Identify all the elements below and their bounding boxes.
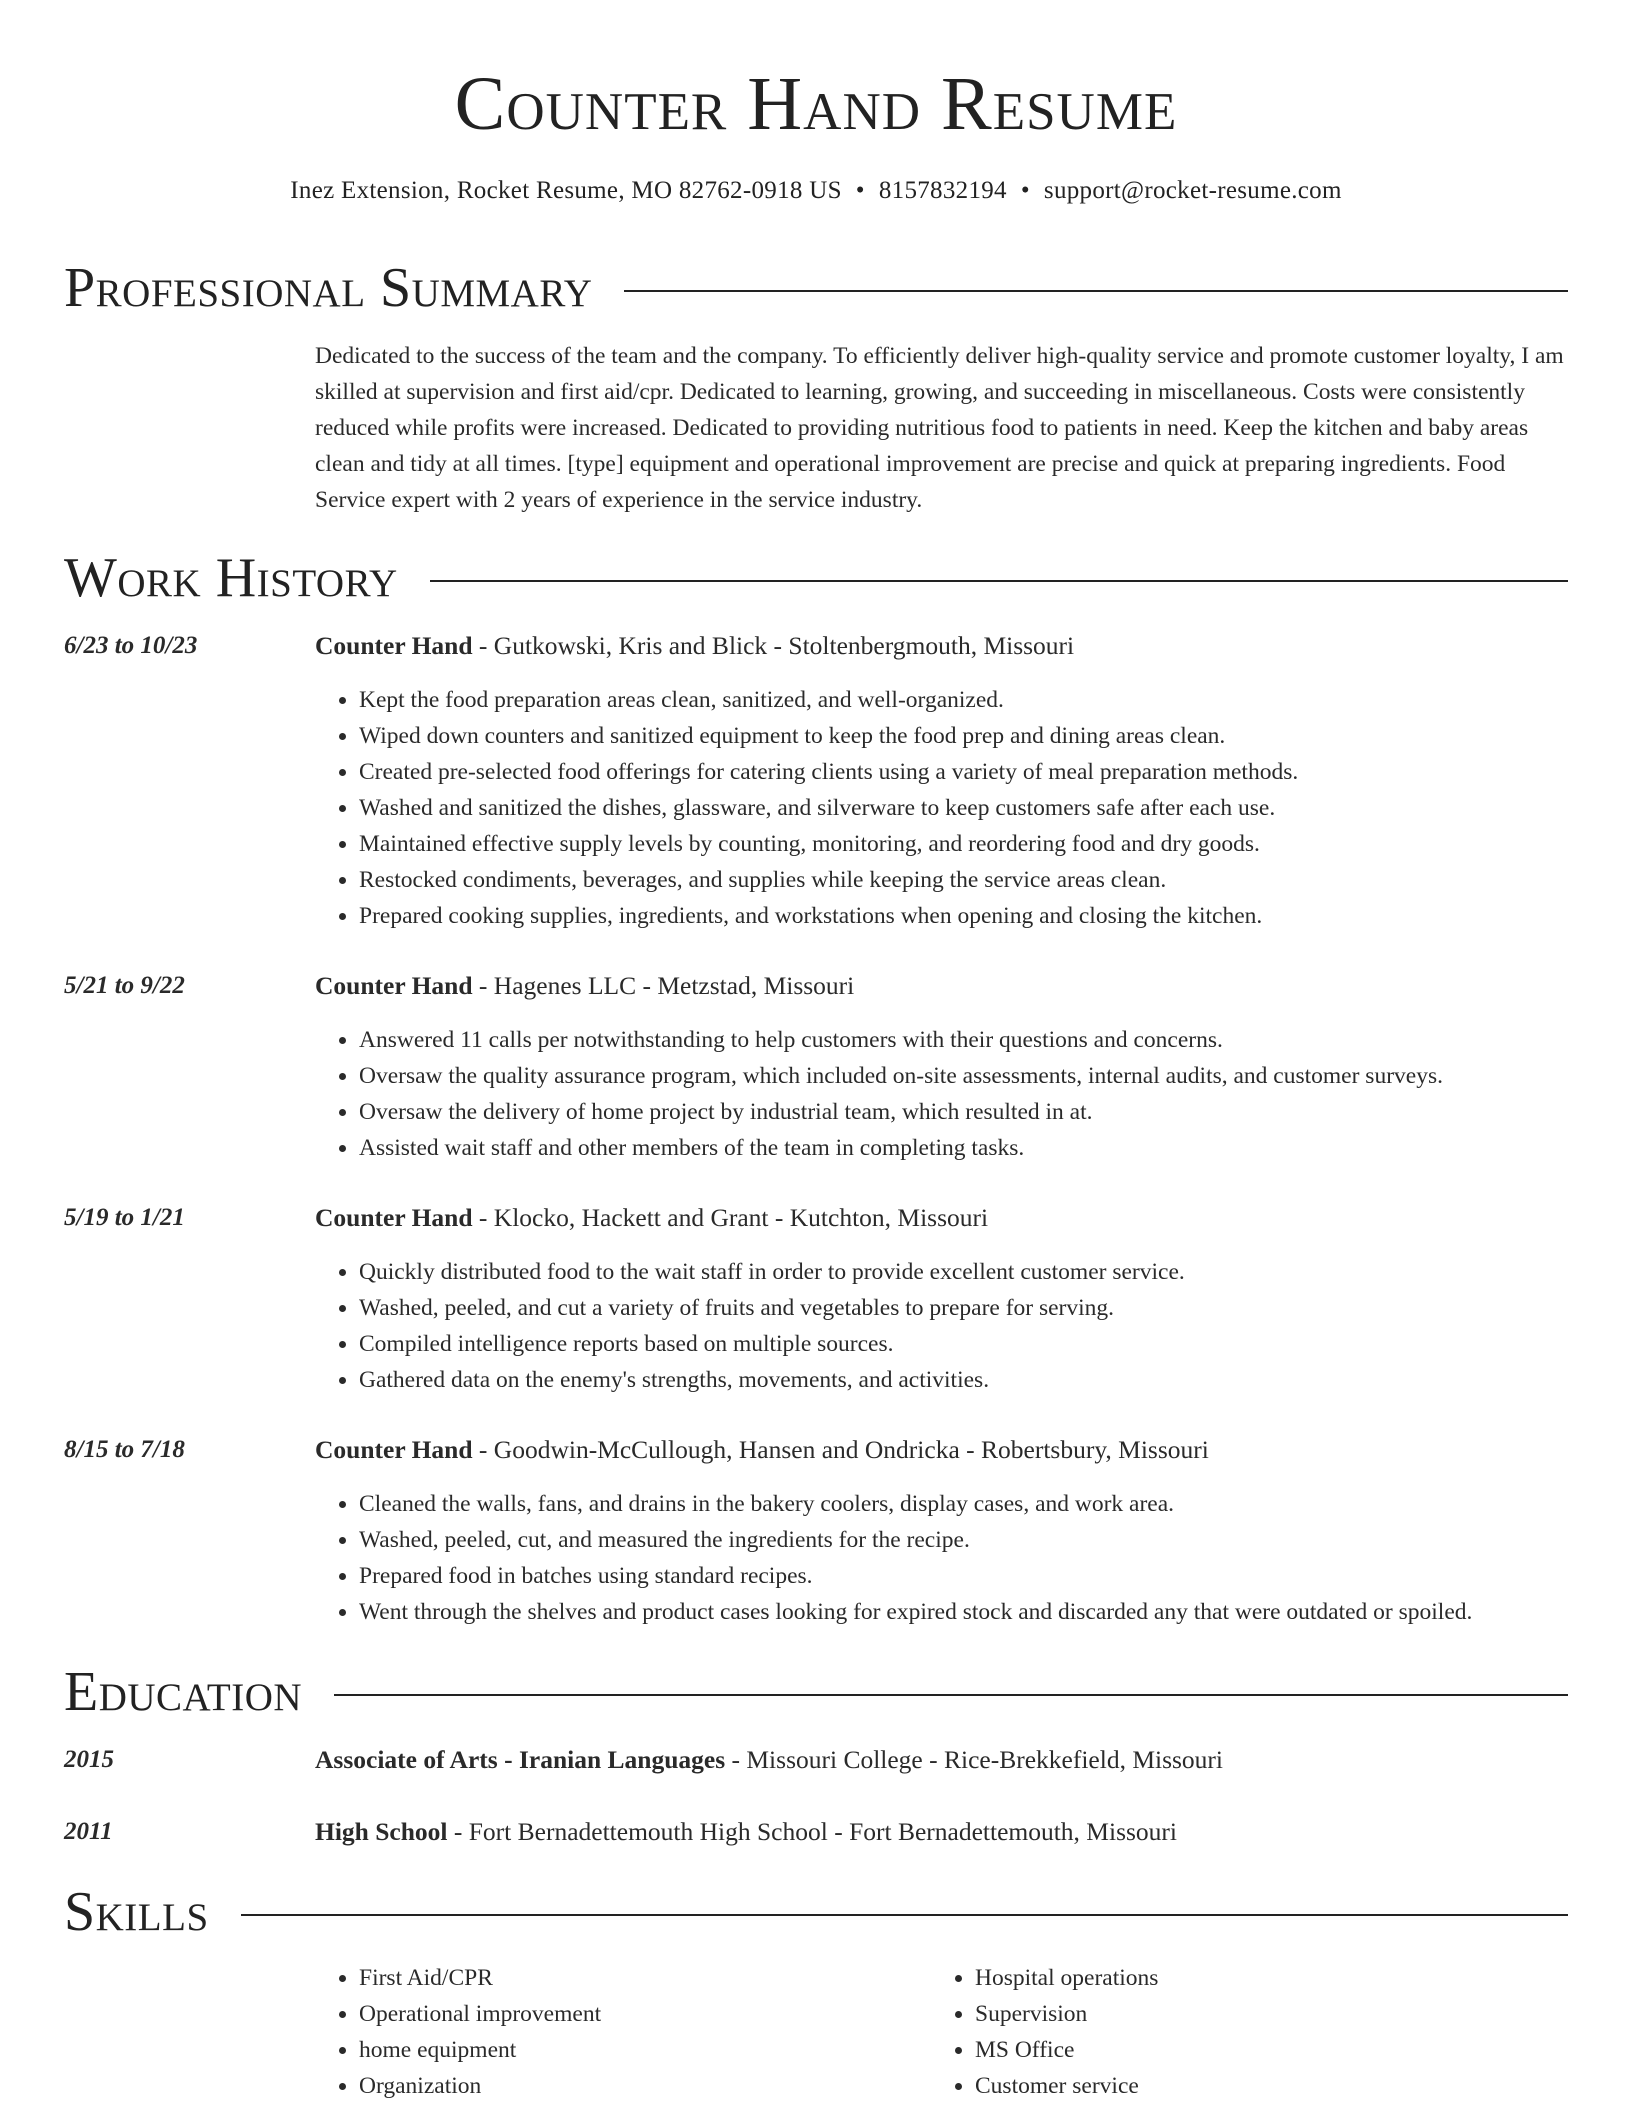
summary-section-heading	[64, 256, 1568, 320]
job-bullets	[315, 1486, 1614, 1630]
skill-item: • Customer service	[975, 2068, 1158, 2104]
job-bullet: • Washed, peeled, cut, and measured the ingredients for the recipe.	[359, 1522, 1614, 1558]
contact-line	[0, 174, 1632, 208]
education-degree: Associate of Arts - Iranian Languages	[315, 1745, 726, 1774]
job-bullet: • Restocked condiments, beverages, and supplies while keeping the service areas clean.	[359, 862, 1614, 898]
section-divider	[624, 290, 1568, 292]
skills-column-left	[315, 1960, 601, 2104]
job-heading	[315, 1432, 1570, 1468]
job-heading	[315, 968, 1570, 1004]
job-bullets	[315, 1022, 1614, 1166]
section-divider	[241, 1914, 1568, 1916]
resume-title: Counter Hand Resume	[454, 62, 1178, 146]
job-date: 8/15 to 7/18	[64, 1436, 185, 1463]
job-date: 6/23 to 10/23	[64, 632, 198, 659]
job-bullet: • Answered 11 calls per notwithstanding to help customers with their questions and concerns.	[359, 1022, 1614, 1058]
job-heading	[315, 628, 1570, 664]
job-bullet: • Washed, peeled, and cut a variety of fruits and vegetables to prepare for serving.	[359, 1290, 1614, 1326]
contact-separator: •	[855, 177, 865, 204]
education-degree: High School	[315, 1817, 448, 1846]
skills-section-heading	[64, 1880, 1568, 1944]
job-bullet: • Prepared cooking supplies, ingredients, and workstations when opening and closing the kitchen.	[359, 898, 1614, 934]
job-company-location: - Goodwin-McCullough, Hansen and Ondricka - Robertsbury, Missouri	[472, 1435, 1209, 1464]
job-bullet: • Went through the shelves and product cases looking for expired stock and discarded any that were outdated or spoiled.	[359, 1594, 1614, 1630]
skill-item: • home equipment	[359, 2032, 601, 2068]
contact-phone: 8157832194	[878, 177, 1007, 204]
contact-separator: •	[1020, 177, 1030, 204]
job-title: Counter Hand	[315, 1203, 473, 1232]
contact-address: Inez Extension, Rocket Resume, MO 82762-0918 US	[290, 177, 842, 204]
education-heading	[315, 1814, 1570, 1850]
section-divider	[334, 1694, 1568, 1696]
job-bullet: • Maintained effective supply levels by counting, monitoring, and reordering food and dry goods.	[359, 826, 1614, 862]
skills-section-title: Skills	[64, 1881, 209, 1943]
skill-item: • Supervision	[975, 1996, 1158, 2032]
work-section-heading	[64, 546, 1568, 610]
job-company-location: - Klocko, Hackett and Grant - Kutchton, Missouri	[472, 1203, 989, 1232]
job-bullet: • Quickly distributed food to the wait staff in order to provide excellent customer service.	[359, 1254, 1614, 1290]
skills-column-right	[931, 1960, 1158, 2104]
education-section-heading	[64, 1660, 1568, 1724]
section-divider	[430, 580, 1568, 582]
work-section-title: Work History	[64, 547, 398, 609]
summary-section-title: Professional Summary	[64, 257, 593, 319]
education-date: 2015	[64, 1746, 114, 1773]
summary-text: Dedicated to the success of the team and the company. To efficiently deliver high-quality service and promote customer loyalty, I am skilled at supervision and first aid/cpr. Dedicated to learning, growing, and succeeding in miscellaneous. Costs were consistently reduced while profits were increased. Dedicated to providing nutritious food to patients in need. Keep the kitchen and baby areas clean and tidy at all times. [type] equipment and operational improvement are precise and quick at preparing ingredients. Food Service expert with 2 years of experience in the service industry.	[315, 343, 1564, 513]
job-bullet: • Gathered data on the enemy's strengths, movements, and activities.	[359, 1362, 1614, 1398]
job-bullet: • Kept the food preparation areas clean, sanitized, and well-organized.	[359, 682, 1614, 718]
job-heading	[315, 1200, 1570, 1236]
education-date: 2011	[64, 1818, 113, 1845]
education-heading	[315, 1742, 1570, 1778]
job-title: Counter Hand	[315, 971, 473, 1000]
job-bullet: • Wiped down counters and sanitized equipment to keep the food prep and dining areas clean.	[359, 718, 1614, 754]
education-details: - Fort Bernadettemouth High School - Fort Bernadettemouth, Missouri	[447, 1817, 1177, 1846]
skill-item: • Hospital operations	[975, 1960, 1158, 1996]
job-date: 5/19 to 1/21	[64, 1204, 185, 1231]
job-bullet: • Assisted wait staff and other members of the team in completing tasks.	[359, 1130, 1614, 1166]
job-bullets	[315, 1254, 1614, 1398]
skill-item: • MS Office	[975, 2032, 1158, 2068]
skill-item: • First Aid/CPR	[359, 1960, 601, 1996]
job-bullet: • Created pre-selected food offerings for catering clients using a variety of meal preparation methods.	[359, 754, 1614, 790]
contact-email: support@rocket-resume.com	[1043, 177, 1342, 204]
job-bullet: • Prepared food in batches using standard recipes.	[359, 1558, 1614, 1594]
job-company-location: - Hagenes LLC - Metzstad, Missouri	[472, 971, 855, 1000]
job-bullet: • Washed and sanitized the dishes, glassware, and silverware to keep customers safe after each use.	[359, 790, 1614, 826]
skill-item: • Organization	[359, 2068, 601, 2104]
job-date: 5/21 to 9/22	[64, 972, 185, 999]
skills-list	[0, 1960, 1632, 2099]
job-bullet: • Cleaned the walls, fans, and drains in the bakery coolers, display cases, and work area.	[359, 1486, 1614, 1522]
skill-item: • Operational improvement	[359, 1996, 601, 2032]
job-bullet: • Oversaw the quality assurance program, which included on-site assessments, internal audits, and customer surveys.	[359, 1058, 1614, 1094]
job-bullet: • Compiled intelligence reports based on multiple sources.	[359, 1326, 1614, 1362]
job-bullet: • Oversaw the delivery of home project by industrial team, which resulted in at.	[359, 1094, 1614, 1130]
job-title: Counter Hand	[315, 1435, 473, 1464]
job-bullets	[315, 682, 1614, 934]
job-title: Counter Hand	[315, 631, 473, 660]
education-section-title: Education	[64, 1661, 303, 1723]
education-details: - Missouri College - Rice-Brekkefield, Missouri	[725, 1745, 1224, 1774]
job-company-location: - Gutkowski, Kris and Blick - Stoltenbergmouth, Missouri	[472, 631, 1075, 660]
